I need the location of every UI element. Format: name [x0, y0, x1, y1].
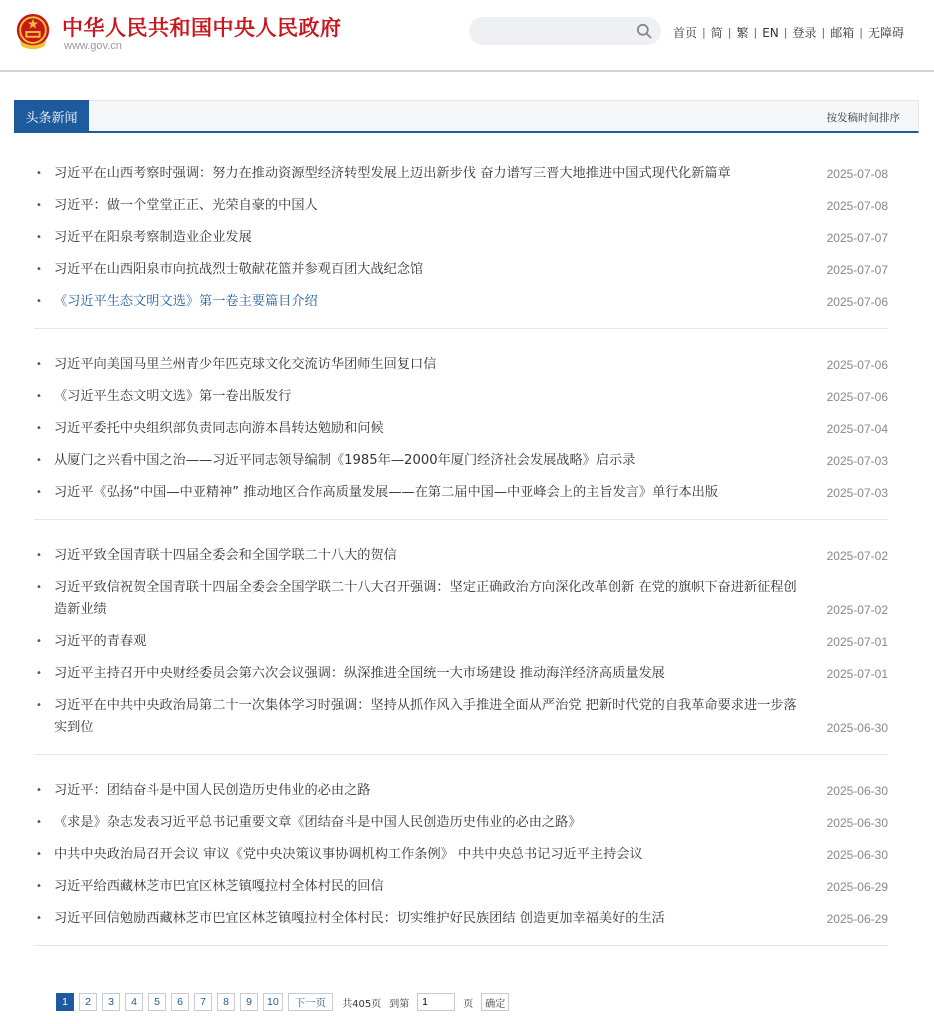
page-number-button[interactable]: 8 [217, 993, 235, 1011]
news-title-link[interactable]: 习近平主持召开中央财经委员会第六次会议强调：纵深推进全国统一大市场建设 推动海洋经济高质量发展 [54, 666, 665, 681]
news-title-link[interactable]: 习近平向美国马里兰州青少年匹克球文化交流访华团师生回复口信 [54, 357, 437, 372]
news-title-link[interactable]: 《习近平生态文明文选》第一卷出版发行 [54, 389, 292, 404]
bullet-icon: • [36, 391, 42, 402]
bullet-icon: • [36, 200, 42, 211]
page-number-button[interactable]: 3 [102, 993, 120, 1011]
bullet-icon: • [36, 700, 42, 711]
news-title-link[interactable]: 习近平在阳泉考察制造业企业发展 [54, 230, 252, 245]
news-date: 2025-07-06 [826, 295, 888, 309]
news-date: 2025-07-01 [826, 635, 888, 649]
top-nav-link[interactable]: 繁 [736, 26, 749, 40]
news-date: 2025-07-06 [826, 390, 888, 404]
news-item [34, 871, 888, 903]
search-icon[interactable] [636, 23, 652, 39]
news-date: 2025-06-30 [826, 721, 888, 735]
bullet-icon: • [36, 668, 42, 679]
news-date: 2025-07-03 [826, 486, 888, 500]
news-date: 2025-07-04 [826, 422, 888, 436]
news-item [34, 477, 888, 509]
section-tabbar [14, 100, 919, 133]
news-date: 2025-06-29 [826, 880, 888, 894]
news-item [34, 807, 888, 839]
page-number-button[interactable]: 5 [148, 993, 166, 1011]
bullet-icon: • [36, 550, 42, 561]
news-date: 2025-06-30 [826, 816, 888, 830]
bullet-icon: • [36, 455, 42, 466]
bullet-icon: • [36, 817, 42, 828]
next-page-button[interactable]: 下一页 [288, 993, 334, 1011]
news-date: 2025-06-29 [826, 912, 888, 926]
national-emblem-icon[interactable] [14, 12, 52, 52]
site-url: www.gov.cn [64, 40, 122, 52]
nav-separator: | [702, 26, 706, 39]
news-date: 2025-07-07 [826, 263, 888, 277]
top-nav-link[interactable]: 登录 [792, 26, 817, 40]
news-date: 2025-07-02 [826, 549, 888, 563]
top-nav [668, 24, 909, 41]
bullet-icon: • [36, 636, 42, 647]
news-date: 2025-07-02 [826, 603, 888, 617]
news-title-link[interactable]: 习近平致信祝贺全国青联十四届全委会全国学联二十八大召开强调：坚定正确政治方向深化改革创新 在党的旗帜下奋进新征程创造新业绩 [54, 580, 797, 617]
goto-page-input[interactable] [417, 993, 455, 1011]
bullet-icon: • [36, 264, 42, 275]
bullet-icon: • [36, 785, 42, 796]
top-nav-link[interactable]: 邮箱 [830, 26, 855, 40]
news-item [34, 540, 888, 572]
page-number-button[interactable]: 10 [263, 993, 283, 1011]
news-date: 2025-07-03 [826, 454, 888, 468]
news-date: 2025-06-30 [826, 848, 888, 862]
top-nav-link[interactable]: EN [762, 25, 779, 40]
news-item [34, 286, 888, 318]
news-group [34, 534, 888, 755]
news-date: 2025-07-01 [826, 667, 888, 681]
confirm-button[interactable]: 确定 [481, 993, 509, 1011]
nav-separator: | [859, 26, 863, 39]
bullet-icon: • [36, 582, 42, 593]
news-title-link[interactable]: 习近平在山西考察时强调：努力在推动资源型经济转型发展上迈出新步伐 奋力谱写三晋大地推进中国式现代化新篇章 [54, 166, 731, 181]
search-input[interactable] [469, 17, 661, 45]
news-date: 2025-07-07 [826, 231, 888, 245]
news-item [34, 658, 888, 690]
tab-headline-news[interactable]: 头条新闻 [14, 100, 89, 133]
news-list [34, 152, 888, 960]
bullet-icon: • [36, 487, 42, 498]
page-number-button[interactable]: 6 [171, 993, 189, 1011]
news-title-link[interactable]: 从厦门之兴看中国之治——习近平同志领导编制《1985年—2000年厦门经济社会发展战略》启示录 [54, 453, 636, 468]
news-item [34, 413, 888, 445]
page-number-button[interactable]: 4 [125, 993, 143, 1011]
news-item [34, 775, 888, 807]
page-number-button[interactable]: 7 [194, 993, 212, 1011]
bullet-icon: • [36, 296, 42, 307]
top-nav-link[interactable]: 简 [710, 26, 723, 40]
page-unit-label: 页 [463, 998, 474, 1010]
bullet-icon: • [36, 913, 42, 924]
news-item [34, 445, 888, 477]
news-item [34, 690, 888, 744]
nav-separator: | [753, 26, 758, 39]
bullet-icon: • [36, 168, 42, 179]
news-title-link[interactable]: 《习近平生态文明文选》第一卷主要篇目介绍 [54, 294, 318, 309]
news-item [34, 839, 888, 871]
site-header [0, 0, 934, 72]
news-date: 2025-07-08 [826, 199, 888, 213]
top-nav-link[interactable]: 无障碍 [867, 26, 904, 40]
nav-separator: | [727, 26, 732, 39]
site-title[interactable]: 中华人民共和国中央人民政府 [62, 16, 342, 40]
pagination [56, 993, 509, 1011]
page-number-button[interactable]: 2 [79, 993, 97, 1011]
news-item [34, 222, 888, 254]
news-title-link[interactable]: 习近平的青春观 [54, 634, 147, 649]
news-title-link[interactable]: 习近平致全国青联十四届全委会和全国学联二十八大的贺信 [54, 548, 397, 563]
news-title-link[interactable]: 习近平委托中央组织部负责同志向游本昌转达勉励和问候 [54, 421, 384, 436]
goto-label: 到第 [389, 998, 410, 1010]
page-number-button[interactable]: 9 [240, 993, 258, 1011]
news-item [34, 626, 888, 658]
news-item [34, 903, 888, 935]
total-pages-label: 共405页 [342, 998, 382, 1010]
bullet-icon: • [36, 849, 42, 860]
page-number-button[interactable]: 1 [56, 993, 74, 1011]
news-title-link[interactable]: 《求是》杂志发表习近平总书记重要文章《团结奋斗是中国人民创造历史伟业的必由之路》 [54, 815, 582, 830]
bullet-icon: • [36, 881, 42, 892]
news-group [34, 343, 888, 520]
news-item [34, 572, 888, 626]
news-title-link[interactable]: 习近平在山西阳泉市向抗战烈士敬献花篮并参观百团大战纪念馆 [54, 262, 424, 277]
nav-separator: | [783, 26, 788, 39]
news-group [34, 769, 888, 946]
sort-by-date-link[interactable]: 按发稿时间排序 [826, 112, 900, 124]
news-title-link[interactable]: 习近平回信勉励西藏林芝市巴宜区林芝镇嘎拉村全体村民：切实维护好民族团结 创造更加幸福美好的生活 [54, 911, 665, 926]
bullet-icon: • [36, 359, 42, 370]
news-date: 2025-06-30 [826, 784, 888, 798]
bullet-icon: • [36, 232, 42, 243]
news-date: 2025-07-08 [826, 167, 888, 181]
news-group [34, 152, 888, 329]
news-title-link[interactable]: 习近平给西藏林芝市巴宜区林芝镇嘎拉村全体村民的回信 [54, 879, 384, 894]
news-item [34, 190, 888, 222]
news-item [34, 349, 888, 381]
news-title-link[interactable]: 习近平《弘扬“中国—中亚精神” 推动地区合作高质量发展——在第二届中国—中亚峰会上的主旨发言》单行本出版 [54, 485, 719, 500]
bullet-icon: • [36, 423, 42, 434]
news-title-link[interactable]: 习近平：团结奋斗是中国人民创造历史伟业的必由之路 [54, 783, 371, 798]
news-item [34, 158, 888, 190]
news-item [34, 381, 888, 413]
top-nav-link[interactable]: 首页 [673, 26, 698, 40]
news-title-link[interactable]: 中共中央政治局召开会议 审议《党中央决策议事协调机构工作条例》 中共中央总书记习近平主持会议 [54, 847, 643, 862]
news-title-link[interactable]: 习近平：做一个堂堂正正、光荣自豪的中国人 [54, 198, 318, 213]
news-item [34, 254, 888, 286]
news-date: 2025-07-06 [826, 358, 888, 372]
nav-separator: | [821, 26, 826, 39]
news-title-link[interactable]: 习近平在中共中央政治局第二十一次集体学习时强调：坚持从抓作风入手推进全面从严治党 把新时代党的自我革命要求进一步落实到位 [54, 698, 797, 735]
